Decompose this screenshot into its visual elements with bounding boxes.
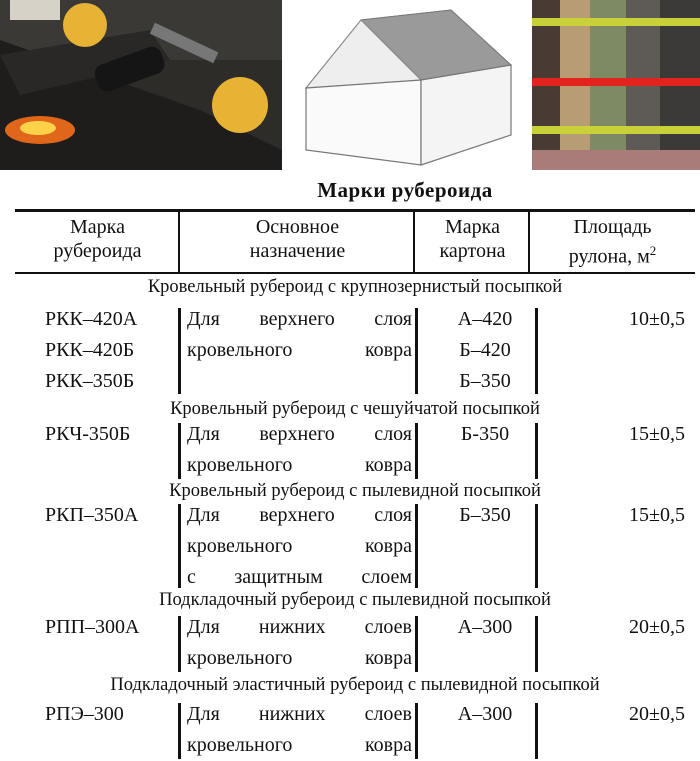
header-cardboard: Марка картона — [439, 216, 506, 262]
row-separator — [415, 703, 418, 759]
header-purpose: Основное назначение — [249, 216, 346, 262]
table-row — [15, 419, 695, 481]
brand-cell: РКП–350А — [45, 504, 139, 526]
cardboard-cell: Б-350 — [460, 423, 510, 445]
row-separator — [535, 308, 538, 394]
row-separator — [415, 504, 418, 588]
area-cell: 20±0,5 — [629, 703, 685, 725]
purpose-cell: Для нижних слоев кровельного ковра — [187, 616, 412, 669]
area-cell: 10±0,5 — [629, 308, 685, 330]
row-separator — [415, 308, 418, 394]
table-row — [15, 612, 695, 674]
table-row — [15, 500, 695, 592]
row-separator — [535, 616, 538, 672]
cardboard-cell: А–300 — [457, 703, 513, 725]
area-cell: 15±0,5 — [629, 423, 685, 445]
section-title: Подкладочный эластичный рубероид с пылевидной посыпкой — [110, 675, 600, 695]
table-top-rule — [15, 209, 695, 212]
section-title: Кровельный рубероид с чешуйчатой посыпкой — [170, 399, 540, 419]
brand-cell: РПЭ–300 — [45, 703, 124, 725]
row-separator — [178, 308, 181, 394]
header-brand: Марка рубероида — [53, 216, 142, 262]
section-title: Кровельный рубероид с пылевидной посыпкой — [169, 481, 541, 501]
row-separator — [178, 616, 181, 672]
ruberoid-rolls-photo — [532, 0, 700, 170]
brand-cell: РПП–300А — [45, 616, 140, 638]
area-cell: 15±0,5 — [629, 504, 685, 526]
cardboard-cell: А–300 — [457, 616, 513, 638]
row-separator — [178, 703, 181, 759]
row-separator — [535, 504, 538, 588]
row-separator — [535, 703, 538, 759]
table-title: Марки рубероида — [317, 178, 493, 202]
brand-cell: РКЧ-350Б — [45, 423, 131, 445]
purpose-cell: Для верхнего слоя кровельного ковра с защитным слоем — [187, 504, 412, 588]
header-area: Площадь рулона, $м^2$ — [568, 216, 657, 268]
section-title: Подкладочный рубероид с пылевидной посыпкой — [159, 590, 551, 610]
row-separator — [415, 616, 418, 672]
row-separator — [178, 504, 181, 588]
row-separator — [178, 423, 181, 479]
table-row — [15, 699, 695, 761]
row-separator — [415, 423, 418, 479]
house-roof-diagram — [286, 0, 526, 170]
purpose-cell: Для верхнего слоя кровельного ковра — [187, 308, 412, 361]
section-title: Кровельный рубероид с крупнозернистый посыпкой — [147, 277, 563, 297]
table-row — [15, 304, 695, 399]
photo-strip — [0, 0, 700, 170]
row-separator — [535, 423, 538, 479]
area-cell: 20±0,5 — [629, 616, 685, 638]
cardboard-cell: Б–350 — [459, 504, 511, 526]
purpose-cell: Для верхнего слоя кровельного ковра — [187, 423, 412, 476]
cardboard-cell: А–420 Б–420 Б–350 — [457, 308, 513, 392]
header-bottom-rule — [15, 272, 695, 274]
brand-cell: РКК–420А РКК–420Б РКК–350Б — [45, 308, 138, 392]
purpose-cell: Для нижних слоев кровельного ковра — [187, 703, 412, 756]
roofer-torch-photo — [0, 0, 282, 170]
